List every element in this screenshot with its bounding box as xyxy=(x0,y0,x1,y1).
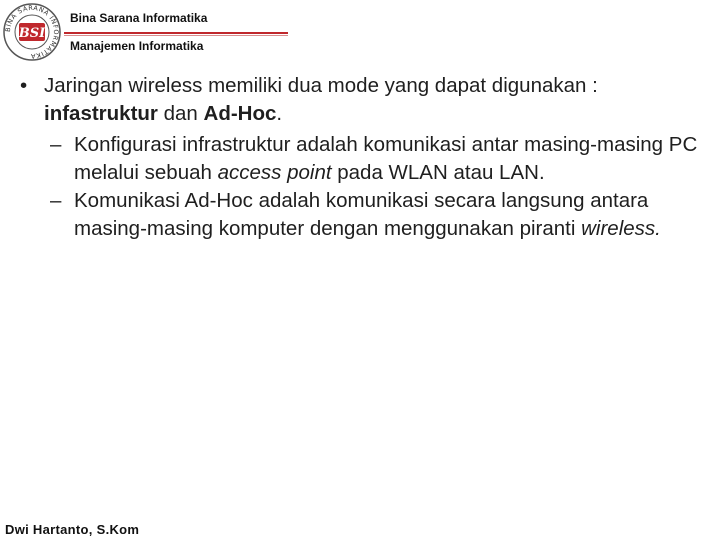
sub-point-infrastructure xyxy=(14,131,704,187)
bullet-term-adhoc: Ad-Hoc xyxy=(203,102,277,125)
program-name: Manajemen Informatika xyxy=(70,39,204,53)
sub-marker: – xyxy=(50,189,62,212)
header-divider xyxy=(64,32,288,34)
footer-author: Dwi Hartanto, S.Kom xyxy=(5,522,140,537)
sub-marker: – xyxy=(50,133,62,156)
bullet-marker: • xyxy=(20,74,28,97)
institution-name: Bina Sarana Informatika xyxy=(70,11,208,25)
logo-ring-text: BINA SARANA INFORMATIKA xyxy=(3,3,61,61)
logo-mark: BSI xyxy=(18,26,46,41)
bullet-term-infrastructure: infastruktur xyxy=(44,102,158,125)
sub-text: Komunikasi Ad-Hoc adalah komunikasi secara langsung antara masing-masing komputer dengan menggunakan piranti xyxy=(74,189,649,240)
sub-text: Konfigurasi infrastruktur adalah komunikasi antar masing-masing PC melalui sebuah xyxy=(74,133,698,184)
bullet-point xyxy=(14,72,704,128)
sub-term-wireless: wireless. xyxy=(581,217,661,240)
header-divider-shadow xyxy=(64,35,288,36)
bullet-text-connector: dan xyxy=(157,102,204,125)
bullet-text: Jaringan wireless memiliki dua mode yang dapat digunakan : xyxy=(44,74,598,97)
bsi-logo xyxy=(2,2,62,62)
sub-point-adhoc xyxy=(14,187,704,243)
sub-term-access-point: access point xyxy=(217,161,332,184)
slide-body xyxy=(14,72,704,243)
bullet-text-end: . xyxy=(276,102,283,125)
sub-text-end: pada WLAN atau LAN. xyxy=(331,161,545,184)
